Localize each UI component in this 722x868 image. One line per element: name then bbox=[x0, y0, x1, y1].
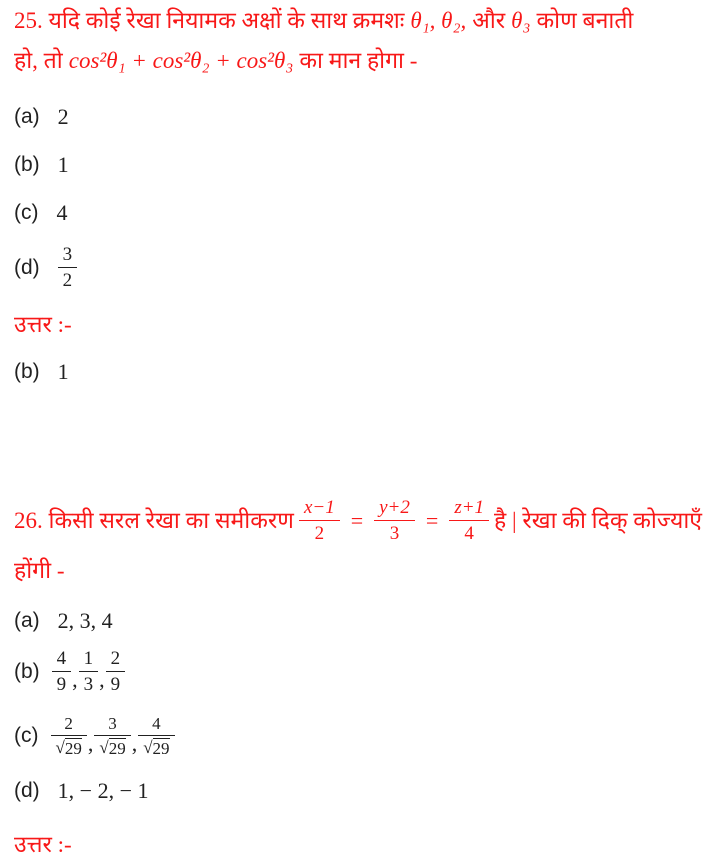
fraction-denominator bbox=[138, 735, 174, 759]
fraction-denominator: 3 bbox=[374, 520, 415, 545]
q25-question-line2 bbox=[14, 46, 417, 76]
option-label: (b) bbox=[14, 660, 40, 683]
answer-label: उत्तर :- bbox=[14, 832, 72, 857]
fraction-numerator: 4 bbox=[152, 713, 161, 733]
fraction-denominator: 4 bbox=[449, 520, 489, 545]
fraction-numerator: 2 bbox=[110, 648, 121, 670]
q26-question-line2 bbox=[14, 556, 65, 586]
fraction-z bbox=[449, 497, 489, 545]
fraction bbox=[106, 648, 126, 696]
q26-option-a bbox=[14, 608, 113, 634]
fraction-numerator: z+1 bbox=[454, 497, 485, 519]
square-root: √ 29 bbox=[99, 737, 126, 758]
fraction-numerator: 4 bbox=[56, 648, 67, 670]
sqrt-icon: √ bbox=[99, 737, 109, 757]
q26-text-part3: होंगी - bbox=[14, 558, 65, 583]
option-label: (d) bbox=[14, 256, 40, 279]
comma-separator: , bbox=[72, 667, 78, 692]
q25-theta3-math: θ₃ bbox=[511, 7, 531, 33]
fraction bbox=[51, 714, 87, 758]
q25-text-part4: हो, तो bbox=[14, 48, 63, 73]
q25-text-part2: और bbox=[472, 8, 506, 33]
comma-separator: , bbox=[99, 667, 105, 692]
comma-separator: , bbox=[87, 731, 94, 756]
answer-option-value: 1 bbox=[57, 359, 69, 384]
fraction-denominator bbox=[51, 735, 87, 759]
option-label: (a) bbox=[14, 105, 40, 128]
q25-theta12-math: θ₁, θ₂, bbox=[410, 7, 467, 33]
q26-option-d bbox=[14, 778, 149, 804]
fraction-denominator: 3 bbox=[79, 671, 99, 696]
fraction-denominator bbox=[94, 735, 130, 759]
q25-option-a bbox=[14, 104, 69, 130]
option-value: 4 bbox=[56, 200, 68, 225]
q25-text-part3: कोण बनाती bbox=[536, 8, 634, 33]
fraction bbox=[58, 244, 78, 292]
q26-text-part2: है | रेखा की दिक् कोज्याएँ bbox=[494, 508, 703, 534]
q26-option-b bbox=[14, 650, 125, 694]
sqrt-icon: √ bbox=[55, 737, 65, 757]
fraction-numerator: 3 bbox=[62, 244, 73, 266]
q25-cos-expression: cos²θ₁ + cos²θ₂ + cos²θ₃ bbox=[68, 47, 294, 73]
fraction-x bbox=[299, 497, 340, 545]
fraction-numerator: 3 bbox=[108, 713, 117, 733]
equals-sign: = bbox=[425, 508, 439, 533]
sqrt-icon: √ bbox=[143, 737, 153, 757]
fraction-numerator: 1 bbox=[83, 648, 94, 670]
fraction bbox=[138, 714, 174, 758]
fraction bbox=[94, 714, 130, 758]
q25-text-part5: का मान होगा - bbox=[299, 48, 418, 73]
fraction-denominator: 9 bbox=[52, 671, 72, 696]
q26-answer-heading bbox=[14, 830, 72, 860]
q25-answer-value bbox=[14, 359, 69, 385]
option-label: (c) bbox=[14, 724, 39, 747]
comma-separator: , bbox=[131, 731, 138, 756]
option-value: 2, 3, 4 bbox=[57, 608, 113, 633]
fraction-denominator: 2 bbox=[58, 267, 78, 292]
q25-text-part1: 25. यदि कोई रेखा नियामक अक्षों के साथ क्रमशः bbox=[14, 8, 405, 33]
option-value: 2 bbox=[57, 104, 69, 129]
option-value: 1, − 2, − 1 bbox=[57, 778, 149, 803]
fraction-denominator: 2 bbox=[299, 520, 340, 545]
fraction-numerator: y+2 bbox=[379, 497, 410, 519]
fraction-denominator: 9 bbox=[106, 671, 126, 696]
option-label: (a) bbox=[14, 609, 40, 632]
q26-question-line1 bbox=[14, 494, 702, 548]
q26-option-c bbox=[14, 712, 175, 760]
square-root: √ 29 bbox=[55, 737, 82, 758]
answer-option-label: (b) bbox=[14, 360, 40, 383]
fraction-numerator: x−1 bbox=[303, 497, 335, 519]
option-label: (d) bbox=[14, 779, 40, 802]
option-value: 1 bbox=[57, 152, 69, 177]
q25-option-b bbox=[14, 152, 69, 178]
q25-option-c bbox=[14, 200, 68, 226]
fraction-numerator: 2 bbox=[64, 713, 73, 733]
q25-option-d bbox=[14, 243, 77, 293]
fraction-y bbox=[374, 497, 415, 545]
equals-sign: = bbox=[350, 508, 364, 533]
fraction bbox=[79, 648, 99, 696]
q25-question-line1 bbox=[14, 6, 633, 36]
fraction bbox=[52, 648, 72, 696]
q26-text-part1: 26. किसी सरल रेखा का समीकरण bbox=[14, 508, 294, 534]
option-label: (c) bbox=[14, 201, 39, 224]
option-label: (b) bbox=[14, 153, 40, 176]
q25-answer-heading bbox=[14, 310, 72, 340]
answer-label: उत्तर :- bbox=[14, 312, 72, 337]
square-root: √ 29 bbox=[143, 737, 170, 758]
